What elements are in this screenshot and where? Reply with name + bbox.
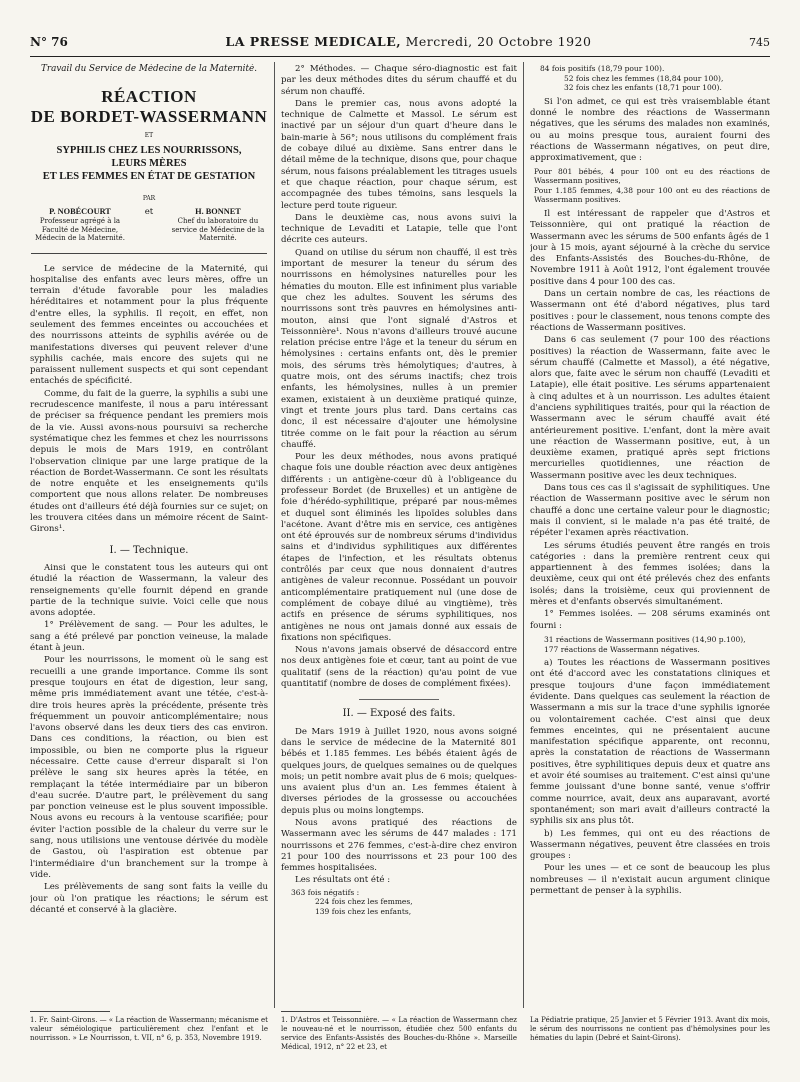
- technique-paragraph-1: Ainsi que le constatent tous les auteurs qui ont étudié la réaction de Wassermann, la valeur des renseignements qu'elle fournit dépend en grande partie de la technique suivie. Voici celle que nous avons adoptée.: [30, 562, 268, 619]
- author-1-name: P. NOBÉCOURT: [49, 206, 111, 216]
- results-negative-children: 139 fois chez les enfants,: [315, 906, 412, 916]
- column-1: [30, 64, 268, 1014]
- results-negative: 363 fois négatifs :: [291, 887, 360, 897]
- analysis-paragraph-10: Pour les unes — et ce sont de beaucoup les plus nombreuses — il n'existait aucun argument clinique permettant de penser à la syphilis.: [530, 863, 770, 897]
- methods-paragraph-4: Quand on utilise du sérum non chauffé, il est très important de mesurer la teneur du sérum des nourrissons en hémolysines naturelles pour les hématies du mouton. Elle est infiniment plus variable que chez les adultes. Souvent les sérums des nourrissons sont très pauvres en hémolysines anti-mouton, ainsi que l'ont signalé d'Astros et Teissonnière¹. Nous n'avons d'ailleurs trouvé aucune relation précise entre l'âge et la teneur du sérum en hémolysines : certains enfants ont, dès le premier mois, des sérums très hémolytiques; d'autres, à quatre mois, ont des sérums inactifs; chez trois enfants, les hémolysines, nulles à un premier examen, existaient à un deuxième pratiqué quinze, vingt et trente jours plus tard. Dans certains cas donc, il est nécessaire d'ajouter une hémolysine titrée comme on le fait pour la réaction au sérum chauffé.: [281, 247, 517, 450]
- stats-positive-children: 32 fois chez les enfants (18,71 pour 100).: [564, 83, 722, 93]
- section-heading-text: I. — Technique.: [109, 544, 189, 556]
- footnote-rule: [281, 1011, 361, 1012]
- article-subtitle-3: ET LES FEMMES EN ÉTAT DE GESTATION: [42, 170, 256, 182]
- methods-paragraph-2: Dans le premier cas, nous avons adopté la technique de Calmette et Massol. Le sérum est inactivé par un séjour d'un quart d'heure dans le bain-marie à 56°; nous utilisons du complément frais de cobaye dilué au dixième. Sans entrer dans le détail même de la technique, disons que, pour chaque sérum, nous faisons préalablement les titrages usuels et que chaque réaction, pour chaque sérum, est accompagnée des tubes témoins, sans lesquels la lecture perd toute rigueur.: [281, 98, 517, 211]
- journal-name: LA PRESSE MEDICALE,: [225, 34, 402, 49]
- author-1: [30, 208, 130, 243]
- article-subtitle-2: LEURS MÈRES: [111, 157, 187, 169]
- author-connector: et: [144, 206, 154, 217]
- estimate-women: Pour 1.185 femmes, 4,38 pour 100 ont eu des réactions de Wassermann positives.: [534, 185, 770, 205]
- analysis-paragraph-1: Si l'on admet, ce qui est très vraisemblable étant donné le nombre des réactions de Wassermann négatives, que les sérums des malades non examinés, ou au moins presque tous, auraient fourni des réactions de Wassermann négatives, on peut dire, approximativement, que :: [530, 96, 770, 164]
- intro-paragraph-2: Comme, du fait de la guerre, la syphilis a subi une recrudescence manifeste, il nous a paru intéressant de préciser sa fréquence pendant les premiers mois de la vie. Aussi avons-nous poursuivi sa recherche systématique chez les femmes et chez les nourrissons depuis le mois de Mars 1919, en contrôlant l'observation clinique par une large pratique de la réaction de Bordet-Wassermann. Ce sont les résultats de notre enquête et les enseignements qu'ils comportent que nous allons relater. De nombreuses études ont d'ailleurs été déjà fournies sur ce sujet; on les trouvera citées dans un mémoire récent de Saint-Girons¹.: [30, 388, 268, 535]
- analysis-paragraph-8: a) Toutes les réactions de Wassermann positives ont été d'accord avec les constatations cliniques et presque toujours d'une façon immédiatement évidente. Dans quelques cas seulement la réaction de Wassermann a mis sur la trace d'une syphilis ignorée ou volontairement cachée. C'est ainsi que deux femmes enceintes, qui ne présentaient aucune manifestation spécifique apparente, ont reconnu, après la constatation de réactions de Wassermann positives, être syphilitiques depuis deux et quatre ans et avoir été soumises au traitement. C'est ainsi qu'une femme jouissant d'une bonne santé, venue s'offrir comme nourrice, avait, deux ans auparavant, avorté spontanément; son mari avait d'ailleurs contracté la syphilis six ans plus tôt.: [530, 658, 770, 827]
- footnote-3: La Pédiatrie pratique, 25 Janvier et 5 Février 1913. Avant dix mois, le sérum des nourrissons ne contient pas d'hémolysines pour les hématies du lapin (Debré et Saint-Girons).: [530, 1016, 770, 1042]
- results-negative-women: 224 fois chez les femmes,: [315, 897, 413, 907]
- women-results-negative: 177 réactions de Wassermann négatives.: [544, 644, 700, 654]
- by-line: PAR: [142, 194, 156, 202]
- section-heading-technique: [30, 545, 268, 556]
- results-list: [281, 888, 517, 917]
- author-2: [168, 208, 268, 243]
- technique-paragraph-3: Pour les nourrissons, le moment où le sang est recueilli a une grande importance. Comme ils sont presque toujours en état de digestion, leur sang, même pris immédiatement avant une tétée, c'est-à-dire trois heures après la précédente, présente très fréquemment un pouvoir anticomplémentaire; nous l'avons observé dans les deux tiers des cas environ. Dans ces conditions, la réaction, ou bien est impossible, ou bien ne comporte plus la rigueur nécessaire. Cette cause d'erreur disparaît si l'on prélève le sang six heures après la tétée, en remplaçant la tétée intermédiaire par un biberon d'eau sucrée. D'autre part, le prélèvement du sang par ponction veineuse est le plus souvent impossible. Nous avons eu recours à la ventouse scarifiée; pour éviter l'action possible de la chaleur du verre sur le sang, nous utilisions une ventouse dérivée du modèle de Gastou, où l'aspiration est obtenue par l'intermédiaire d'un branchement sur la trompe à vide.: [30, 655, 268, 880]
- footnote-rule: [30, 1011, 110, 1012]
- women-results-positive: 31 réactions de Wassermann positives (14,90 p.100),: [544, 634, 746, 644]
- column-divider: [523, 62, 524, 1008]
- analysis-paragraph-5: Dans tous ces cas il s'agissait de syphilitiques. Une réaction de Wassermann positive avec le sérum non chauffé a donc une certaine valeur pour le diagnostic; mais il convient, si le malade n'a pas été traité, de répéter l'examen après réactivation.: [530, 483, 770, 539]
- title-connector: ET: [144, 132, 154, 140]
- technique-paragraph-4: Les prélèvements de sang sont faits la veille du jour où l'on pratique les réactions; le sérum est décanté et conservé à la glacière.: [30, 882, 268, 915]
- methods-paragraph-5: Pour les deux méthodes, nous avons pratiqué chaque fois une double réaction avec deux antigènes différents : un antigène-cœur dû à l'obligeance du professeur Bordet (de Bruxelles) et un antigène de foie d'hérédo-syphilitique, préparé par nous-mêmes et duquel sont éliminés les lipoïdes solubles dans l'acétone. Avant d'être mis en service, ces antigènes ont été éprouvés sur de nombreux sérums d'individus sains et d'individus syphilitiques aux différentes étapes de l'infection, et les résultats obtenus contrôlés par ceux que nous donnaient d'autres antigènes de valeur reconnue. Possédant un pouvoir anticomplémentaire pratiquement nul (une dose de complément de cobaye dilué au vingtième), très actifs en présence de sérums syphilitiques, nos antigènes ne nous ont jamais donné aux essais de fixations non spécifiques.: [281, 452, 517, 643]
- faits-paragraph-1: De Mars 1919 à Juillet 1920, nous avons soigné dans le service de médecine de la Maternité 801 bébés et 1.185 femmes. Les bébés étaient âgés de quelques jours, de quelques semaines ou de quelques mois; un petit nombre avait plus de 6 mois; quelques-uns avaient plus d'un an. Les femmes étaient à diverses périodes de la grossesse ou accouchées depuis plus ou moins longtemps.: [281, 726, 517, 816]
- author-2-role: Chef du laboratoire du service de Médecine de la Maternité.: [171, 217, 265, 243]
- intro-paragraph-1: Le service de médecine de la Maternité, qui hospitalise des enfants avec leurs mères, offre un terrain d'étude favorable pour les maladies héréditaires et notamment pour la plus fréquente d'entre elles, la syphilis. Il reçoit, en effet, non seulement des femmes enceintes ou accouchées et des nourrissons atteints de syphilis avérée ou de manifestations diverses qui peuvent relever d'une syphilis cachée, mais encore des sujets qui ne paraissent nullement suspects et qui sont cependant entachés de spécificité.: [30, 263, 268, 387]
- analysis-paragraph-2: Il est intéressant de rappeler que d'Astros et Teissonnière, qui ont pratiqué la réaction de Wassermann avec les sérums de 500 enfants âgés de 1 jour à 15 mois, ayant séjourné à la crèche du service des Enfants-Assistés des Bouches-du-Rhône, de Novembre 1911 à Août 1912, l'ont également trouvée positive dans 4 pour 100 des cas.: [530, 208, 770, 287]
- column-2: [281, 64, 517, 1014]
- estimate-list: [530, 167, 770, 205]
- section-heading-faits: [281, 699, 517, 719]
- footnote-2: 1. D'Astros et Teissonnière. — « La réaction de Wassermann chez le nouveau-né et le nourrisson, étudiée chez 500 enfants du service des Enfants-Assistés des Bouches-du-Rhône ». Marseille Médical, 1912, n° 22 et 23, et: [281, 1016, 517, 1051]
- issue-date: Mercredi, 20 Octobre 1920: [405, 34, 592, 49]
- methods-paragraph-6: Nous n'avons jamais observé de désaccord entre nos deux antigènes foie et cœur, tant au point de vue qualitatif (sens de la réaction) qu'au point de vue quantitatif (nombre de doses de complément fixées).: [281, 645, 517, 690]
- journal-title: [225, 34, 591, 49]
- authors: [30, 208, 268, 243]
- section-heading-text: II. — Exposé des faits.: [342, 708, 456, 720]
- stats-positive: 84 fois positifs (18,79 pour 100).: [540, 64, 665, 73]
- section-rule: [359, 699, 439, 700]
- author-1-role: Professeur agrégé à la Faculté de Médecine, Médecin de la Maternité.: [35, 217, 125, 243]
- analysis-paragraph-3: Dans un certain nombre de cas, les réactions de Wassermann ont été d'abord négatives, plus tard positives : pour le classement, nous tenons compte des réactions de Wassermann positives.: [530, 289, 770, 333]
- methods-paragraph-1: 2° Méthodes. — Chaque séro-diagnostic est fait par les deux méthodes dites du sérum chauffé et du sérum non chauffé.: [281, 64, 517, 97]
- authors-rule: [31, 253, 267, 254]
- women-results-list: [530, 635, 770, 654]
- article-subtitle-1: SYPHILIS CHEZ LES NOURRISSONS,: [56, 144, 242, 156]
- analysis-paragraph-4: Dans 6 cas seulement (7 pour 100 des réactions positives) la réaction de Wassermann, faite avec le sérum chauffé (Calmette et Massol), a été négative, alors que, faite avec le sérum non chauffé (Levaditi et Latapie), elle était positive. Les sérums appartenaient à cinq adultes et à un nourrisson. Les adultes étaient d'anciens syphilitiques traités, pour qui la réaction de Wassermann avec le sérum chauffé avait été antérieurement positive. L'enfant, dont la mère avait une réaction de Wassermann positive, eut, à un deuxième examen, pratiqué après sept frictions mercurielles quotidiennes, une réaction de Wassermann positive avec les deux techniques.: [530, 335, 770, 481]
- column-3: [530, 64, 770, 1014]
- issue-number: N° 76: [30, 35, 68, 49]
- faits-paragraph-2: Nous avons pratiqué des réactions de Wassermann avec les sérums de 447 malades : 171 nourrissons et 276 femmes, c'est-à-dire chez environ 21 pour 100 des nourrissons et 23 pour 100 des femmes hospitalisées.: [281, 818, 517, 874]
- analysis-paragraph-7: 1° Femmes isolées. — 208 sérums examinés ont fourni :: [530, 609, 770, 631]
- stats-list: [530, 64, 770, 93]
- author-2-name: H. BONNET: [195, 206, 241, 216]
- estimate-babies: Pour 801 bébés, 4 pour 100 ont eu des réactions de Wassermann positives,: [534, 166, 770, 186]
- stats-positive-women: 52 fois chez les femmes (18,84 pour 100),: [564, 73, 724, 83]
- faits-paragraph-3: Les résultats ont été :: [295, 875, 391, 886]
- page-header: [30, 34, 770, 52]
- methods-paragraph-3: Dans le deuxième cas, nous avons suivi la technique de Levaditi et Latapie, telle que l'ont décrite ces auteurs.: [281, 212, 517, 246]
- page-number: 745: [748, 36, 770, 49]
- technique-paragraph-2: 1° Prélèvement de sang. — Pour les adultes, le sang a été prélevé par ponction veineuse, la malade étant à jeun.: [30, 620, 268, 654]
- article-title-line2: DE BORDET-WASSERMANN: [30, 107, 268, 127]
- service-kicker: Travail du Service de Médecine de la Maternité.: [41, 64, 257, 74]
- article-title-line1: RÉACTION: [101, 87, 197, 107]
- analysis-paragraph-6: Les sérums étudiés peuvent être rangés en trois catégories : dans la première rentrent ceux qui appartiennent à des femmes isolées; dans la deuxième, ceux qui ont été prélevés chez des enfants isolés; dans la troisième, ceux qui proviennent de mères et d'enfants observés simultanément.: [530, 540, 770, 608]
- header-rule: [30, 56, 770, 57]
- footnote-1: 1. Fr. Saint-Girons. — « La réaction de Wassermann; mécanisme et valeur séméiologique particulièrement chez l'enfant et le nourrisson. » Le Nourrisson, t. VII, n° 6, p. 353, Novembre 1919.: [30, 1016, 268, 1042]
- analysis-paragraph-9: b) Les femmes, qui ont eu des réactions de Wassermann négatives, peuvent être classées en trois groupes :: [530, 828, 770, 862]
- column-divider: [274, 62, 275, 1008]
